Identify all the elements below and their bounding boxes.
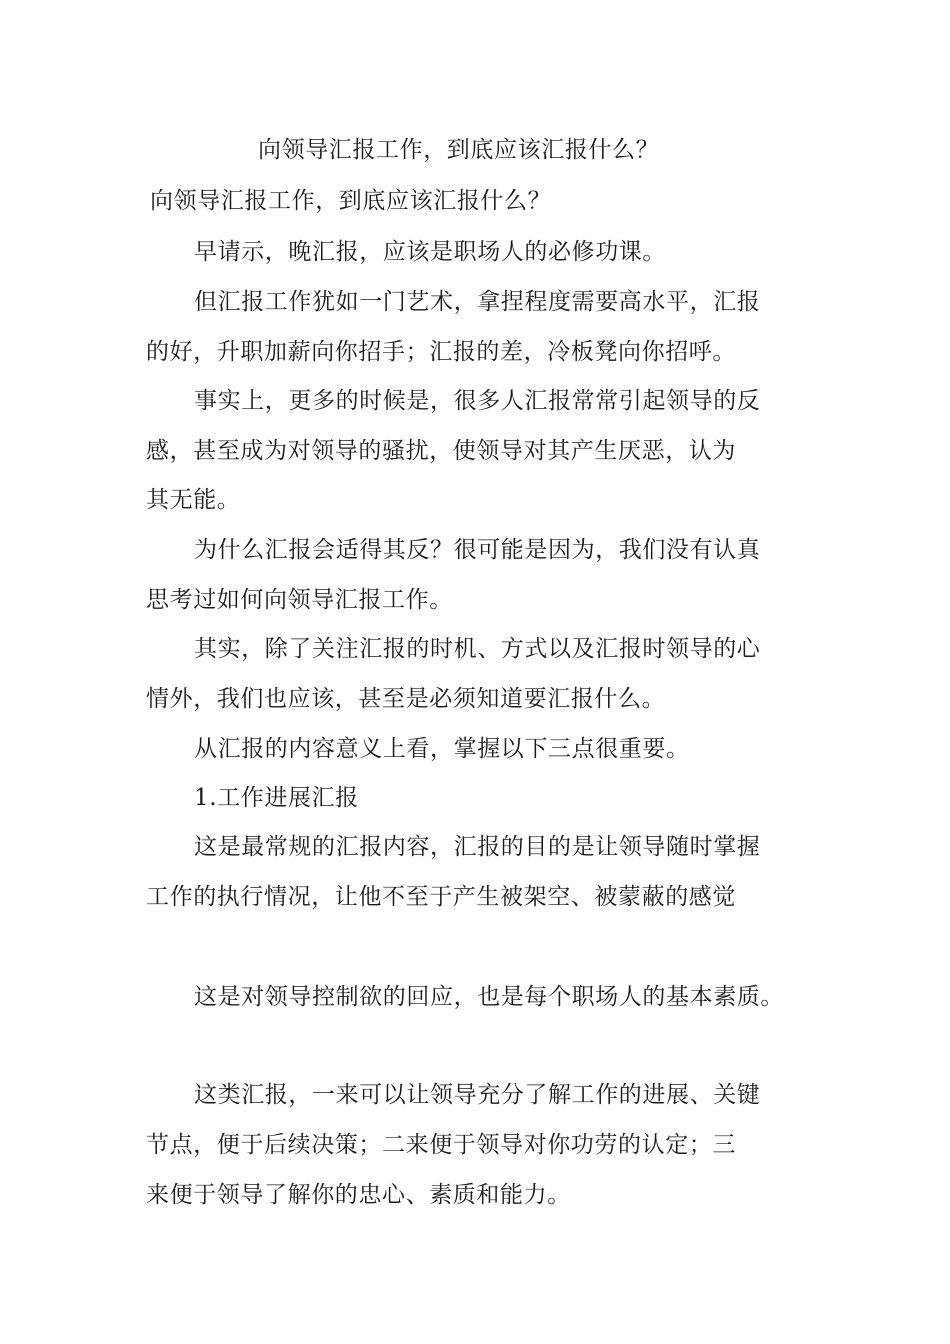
paragraph-line: 但汇报工作犹如一门艺术，拿捏程度需要高水平，汇报 xyxy=(194,289,761,315)
paragraph-line: 早请示，晚汇报，应该是职场人的必修功课。 xyxy=(194,239,666,265)
paragraph-line: 为什么汇报会适得其反？很可能是因为，我们没有认真 xyxy=(194,537,761,563)
paragraph-line: 其实，除了关注汇报的时机、方式以及汇报时领导的心 xyxy=(194,636,761,662)
section-heading: 1.工作进展汇报 xyxy=(194,785,359,811)
paragraph-line: 其无能。 xyxy=(146,487,241,513)
page-title: 向领导汇报工作，到底应该汇报什么？ xyxy=(258,137,660,163)
paragraph-line: 这类汇报，一来可以让领导充分了解工作的进展、关键 xyxy=(194,1082,761,1108)
paragraph-line: 从汇报的内容意义上看，掌握以下三点很重要。 xyxy=(194,736,690,762)
paragraph-line: 事实上，更多的时候是，很多人汇报常常引起领导的反 xyxy=(194,388,761,414)
paragraph-line: 的好，升职加薪向你招手；汇报的差，冷板凳向你招呼。 xyxy=(146,339,736,365)
paragraph-line: 感，甚至成为对领导的骚扰，使领导对其产生厌恶，认为 xyxy=(146,438,736,464)
paragraph-line: 情外，我们也应该，甚至是必须知道要汇报什么。 xyxy=(146,686,666,712)
paragraph-line: 思考过如何向领导汇报工作。 xyxy=(146,587,453,613)
paragraph-line: 这是对领导控制欲的回应，也是每个职场人的基本素质。 xyxy=(194,984,784,1010)
paragraph-line: 节点，便于后续决策；二来便于领导对你功劳的认定；三 xyxy=(146,1132,736,1158)
paragraph-line: 来便于领导了解你的忠心、素质和能力。 xyxy=(146,1182,571,1208)
subtitle: 向领导汇报工作，到底应该汇报什么？ xyxy=(150,188,552,214)
paragraph-line: 这是最常规的汇报内容，汇报的目的是让领导随时掌握 xyxy=(194,834,761,860)
paragraph-line: 工作的执行情况，让他不至于产生被架空、被蒙蔽的感觉 xyxy=(146,884,736,910)
